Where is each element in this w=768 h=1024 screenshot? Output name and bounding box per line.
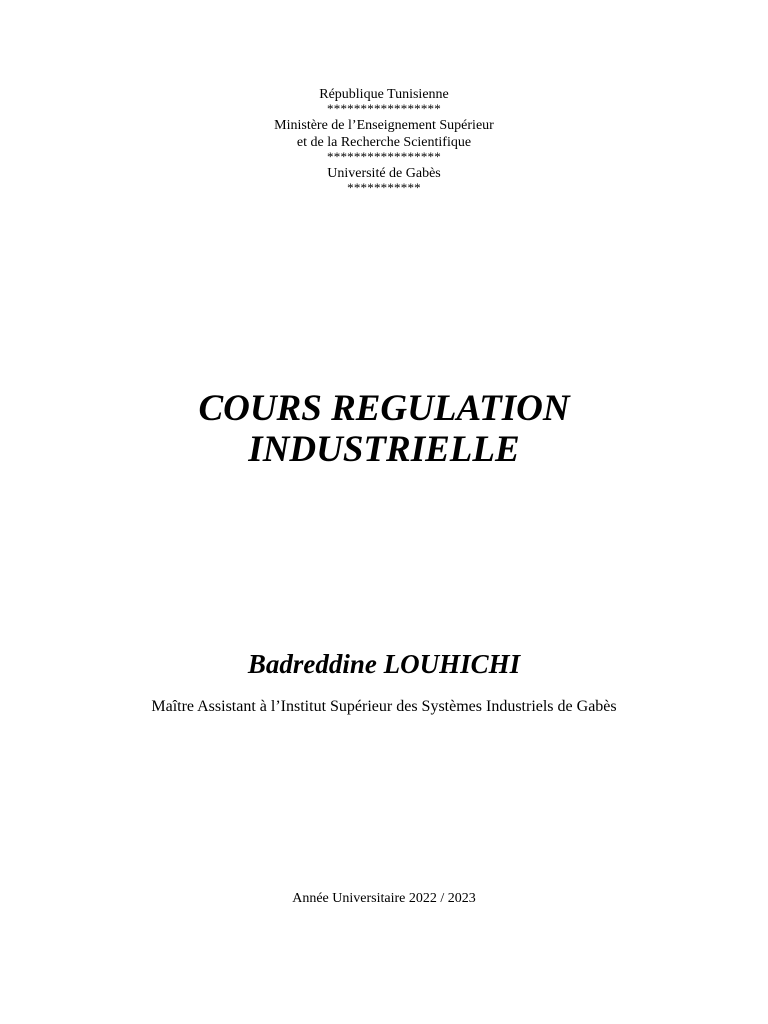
author-name: Badreddine LOUHICHI xyxy=(247,649,521,679)
document-title-line-1: COURS REGULATION xyxy=(198,388,570,429)
document-title-line-2: INDUSTRIELLE xyxy=(248,429,520,470)
academic-year: Année Universitaire 2022 / 2023 xyxy=(292,891,476,906)
separator-stars: *********** xyxy=(347,180,421,195)
university-name: Université de Gabès xyxy=(327,166,441,181)
author-affiliation: Maître Assistant à l’Institut Supérieur des Systèmes Industriels de Gabès xyxy=(151,698,617,715)
ministry-name-line-2: et de la Recherche Scientifique xyxy=(296,135,472,150)
institution-header xyxy=(0,86,768,196)
ministry-name-line-1: Ministère de l’Enseignement Supérieur xyxy=(274,118,494,133)
separator-stars: ***************** xyxy=(327,149,441,164)
document-title xyxy=(0,388,768,470)
country-name: République Tunisienne xyxy=(319,87,449,102)
separator-stars: ***************** xyxy=(327,101,441,116)
